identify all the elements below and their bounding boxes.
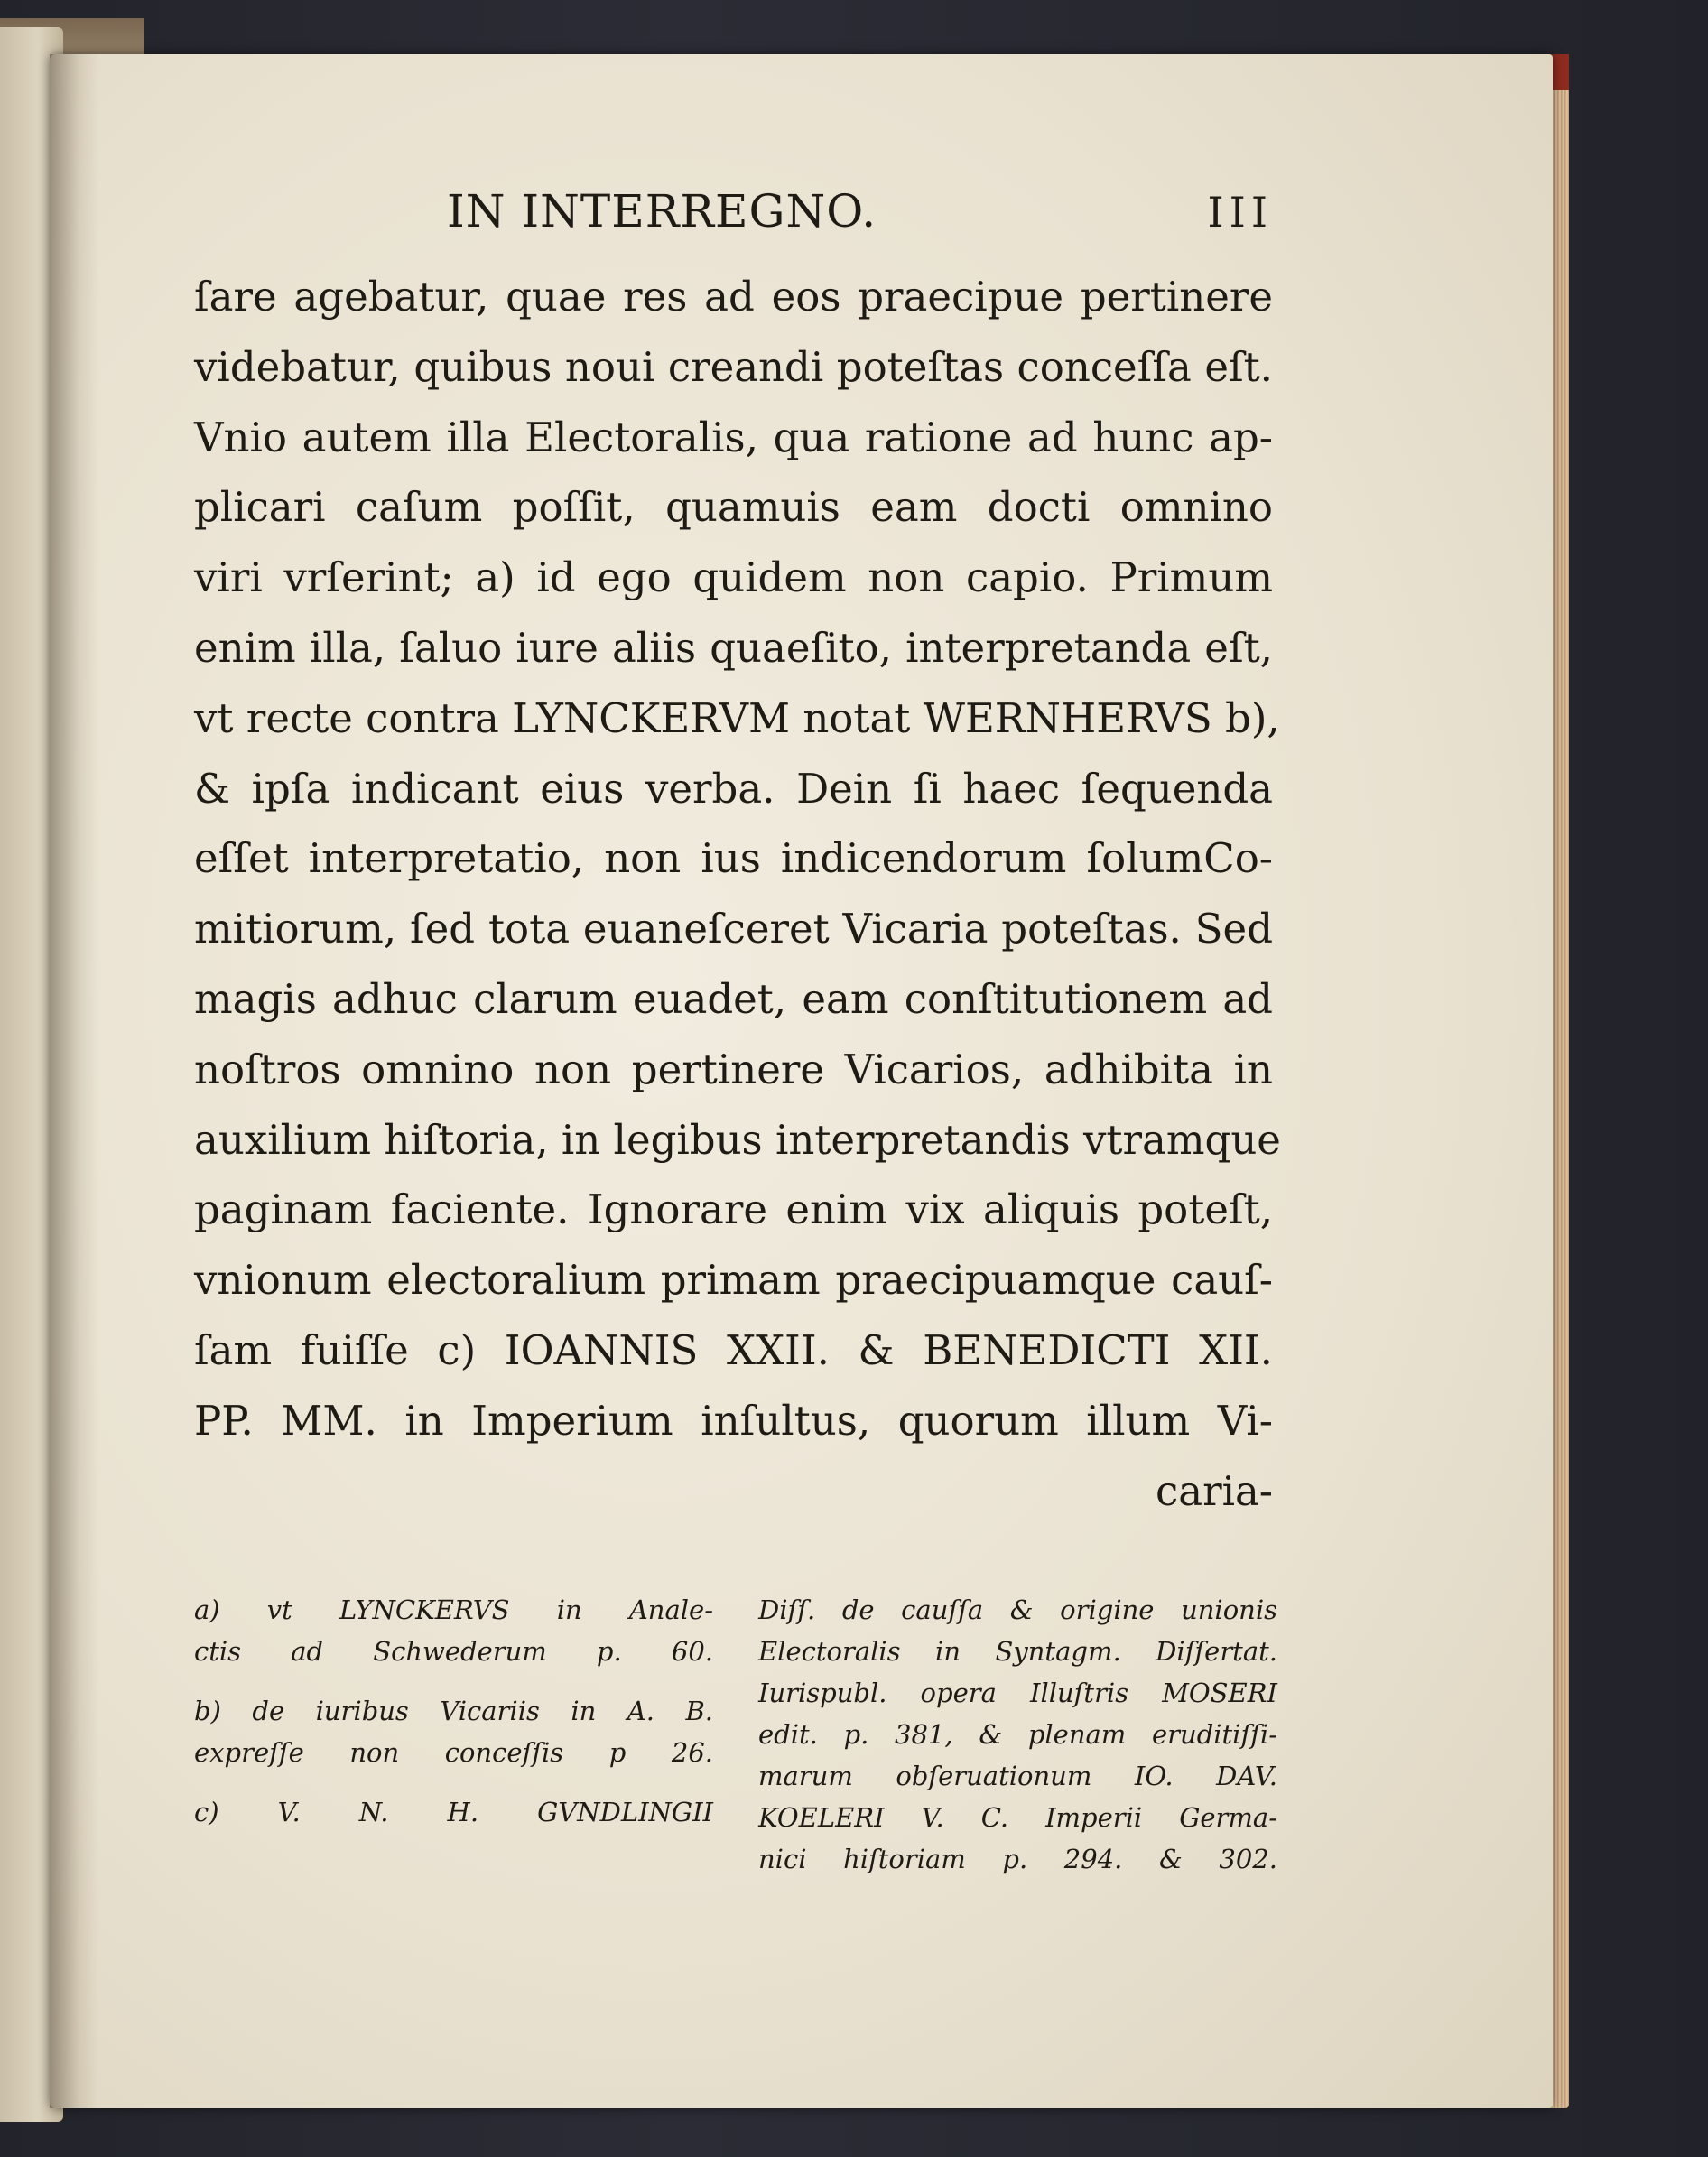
gutter-shadow <box>50 54 99 2108</box>
body-line: enim illa, ſaluo iure aliis quaeſito, interpretanda eſt, <box>194 623 1273 672</box>
footnote-line: b) de iuribus Vicariis in A. B. <box>194 1696 713 1726</box>
footnote-line: edit. p. 381, & plenam eruditiſſi- <box>758 1719 1277 1750</box>
body-line: vt recte contra LYNCKERVM notat WERNHERVS b), <box>194 693 1280 742</box>
footnotes-left-column <box>194 1589 713 1869</box>
body-line: paginam faciente. Ignorare enim vix aliquis poteſt, <box>194 1185 1273 1234</box>
body-line: noſtros omnino non pertinere Vicarios, adhibita in <box>194 1045 1273 1093</box>
body-line: magis adhuc clarum euadet, eam conſtitutionem ad <box>194 974 1273 1023</box>
footnote-line: Electoralis in Syntagm. Diſſertat. <box>758 1636 1277 1667</box>
body-line: mitiorum, ſed tota euaneſceret Vicaria poteſtas. Sed <box>194 905 1273 953</box>
catchword: caria- <box>1156 1466 1273 1515</box>
page-number: III <box>1207 188 1273 237</box>
running-head <box>447 185 1273 257</box>
footnote-line: Iurispubl. opera Illuſtris MOSERI <box>758 1678 1277 1708</box>
footnote-line: c) V. N. H. GVNDLINGII <box>194 1797 713 1827</box>
footnotes-right-column <box>758 1589 1277 1874</box>
footnote-line: marum obſeruationum IO. DAV. <box>758 1761 1277 1791</box>
footnote-line: KOELERI V. C. Imperii Germa- <box>758 1802 1277 1833</box>
footnote-line: Diſſ. de cauſſa & origine unionis <box>758 1595 1277 1625</box>
text-block <box>194 185 1281 1526</box>
footnote-line: a) vt LYNCKERVS in Anale- <box>194 1595 713 1625</box>
footnote-line: expreſſe non conceſſis p 26. <box>194 1737 713 1768</box>
running-head-title: IN INTERREGNO. <box>447 185 877 237</box>
body-line: & ipſa indicant eius verba. Dein ſi haec ſequenda <box>194 764 1273 813</box>
body-line: auxilium hiſtoria, in legibus interpretandis vtramque <box>194 1115 1281 1164</box>
body-line: Vnio autem illa Electoralis, qua ratione ad hunc ap- <box>194 413 1273 461</box>
footnote-line: nici hiſtoriam p. 294. & 302. <box>758 1844 1277 1874</box>
body-line: ſam fuiſſe c) IOANNIS XXII. & BENEDICTI XII. <box>194 1325 1273 1374</box>
body-line: ſare agebatur, quae res ad eos praecipue pertinere <box>194 273 1273 321</box>
footnotes <box>194 1589 1277 1874</box>
body-line: PP. MM. in Imperium inſultus, quorum illum Vi- <box>194 1396 1273 1445</box>
body-line: eſſet interpretatio, non ius indicendorum ſolumCo- <box>194 834 1273 883</box>
body-line: videbatur, quibus noui creandi poteſtas conceſſa eſt. <box>194 342 1273 391</box>
body-line: vnionum electoralium primam praecipuamque cauſ- <box>194 1256 1273 1305</box>
body-line: plicari caſum poſſit, quamuis eam docti omnino <box>194 483 1273 532</box>
footnote-line: ctis ad Schwederum p. 60. <box>194 1636 713 1667</box>
body-text <box>194 262 1281 1526</box>
body-line: viri vrſerint; a) id ego quidem non capio. Primum <box>194 553 1273 602</box>
